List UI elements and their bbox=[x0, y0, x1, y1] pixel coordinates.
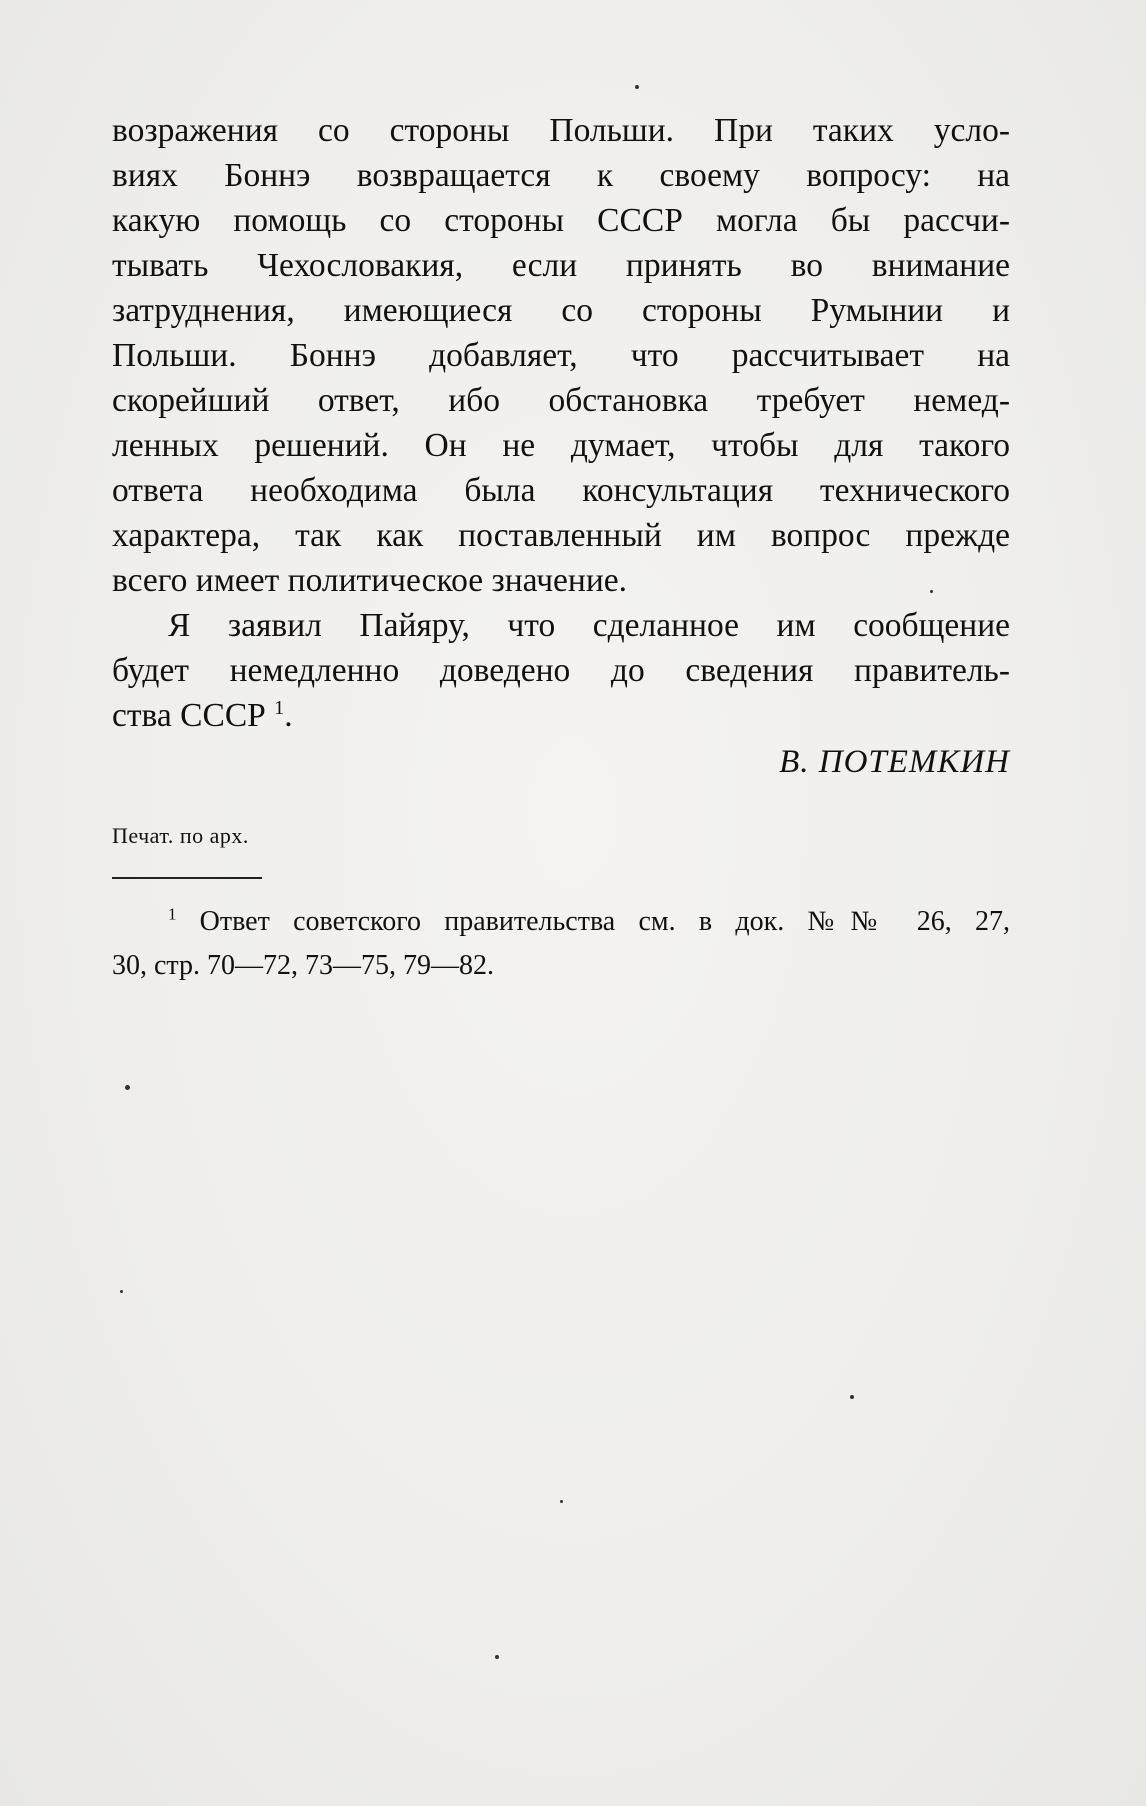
speck bbox=[850, 1395, 854, 1399]
speck bbox=[560, 1500, 563, 1503]
text-line: скорейший ответ, ибо обстановка требует немед- bbox=[112, 382, 1010, 419]
footnote-divider bbox=[112, 877, 262, 879]
footnote-reference: 1 bbox=[274, 696, 285, 719]
speck bbox=[120, 1290, 123, 1293]
text-line: возражения со стороны Польши. При таких усло- bbox=[112, 112, 1010, 149]
text-line: виях Боннэ возвращается к своему вопросу: на bbox=[112, 157, 1010, 194]
speck bbox=[125, 1085, 130, 1090]
text-line: Польши. Боннэ добавляет, что рассчитывает на bbox=[112, 337, 1010, 374]
text-line: будет немедленно доведено до сведения правитель- bbox=[112, 652, 1010, 689]
text-line: ответа необходима была консультация технического bbox=[112, 472, 1010, 509]
footnote bbox=[112, 900, 1010, 988]
main-text bbox=[112, 108, 1010, 738]
signature: В. ПОТЕМКИН bbox=[779, 744, 1010, 780]
text-line: Я заявил Пайяру, что сделанное им сообщение bbox=[168, 607, 1010, 644]
text-line: всего имеет политическое значение. bbox=[112, 562, 628, 599]
footnote-marker: 1 bbox=[168, 904, 177, 924]
text-line-final-text: ства СССР bbox=[112, 697, 266, 734]
text-line: тывать Чехословакия, если принять во внимание bbox=[112, 247, 1010, 284]
footnote-line bbox=[112, 900, 1010, 944]
text-line: характера, так как поставленный им вопрос прежде bbox=[112, 517, 1010, 554]
text-line: затруднения, имеющиеся со стороны Румынии и bbox=[112, 292, 1010, 329]
text-line-final: ства СССР $^1$. bbox=[112, 696, 293, 734]
speck bbox=[635, 85, 639, 89]
footnote-line: 30, стр. 70—72, 73—75, 79—82. bbox=[112, 950, 495, 981]
source-note: Печат. по арх. bbox=[112, 823, 249, 848]
text-line: ленных решений. Он не думает, чтобы для такого bbox=[112, 427, 1010, 464]
text-line: какую помощь со стороны СССР могла бы рассчи- bbox=[112, 202, 1010, 239]
speck bbox=[495, 1655, 499, 1659]
footnote-text: Ответ советского правительства см. в док. №№ 26, 27, bbox=[199, 906, 1010, 937]
